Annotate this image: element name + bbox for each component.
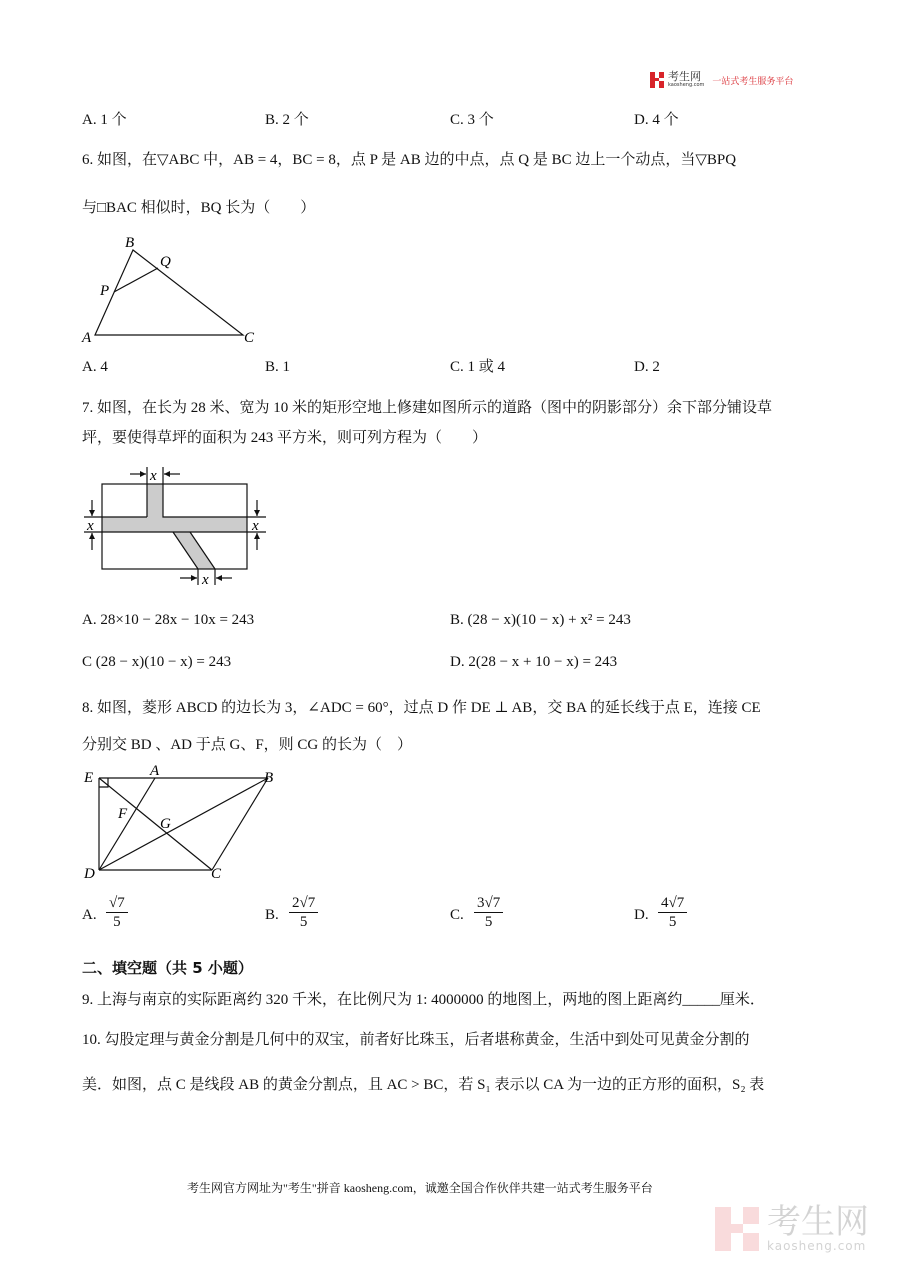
- label-D: D: [84, 866, 95, 882]
- q7-option-c: C (28 − x)(10 − x) = 243: [82, 654, 232, 670]
- q8-option-c-fraction: $\frac{3√7}{5}$: [474, 894, 503, 931]
- header-domain: kaosheng.com: [668, 82, 705, 88]
- q8-option-b-fraction: $\frac{2√7}{5}$: [289, 894, 318, 931]
- var-x-bottom: x: [202, 572, 209, 588]
- q6-option-b: B. 1: [265, 359, 291, 375]
- q8-option-c-label: C.: [450, 907, 464, 923]
- q8-option-b-label: B.: [265, 907, 279, 923]
- watermark-mark-icon: [715, 1207, 759, 1251]
- q6-stem-line1: 6. 如图，在▽ABC 中，AB = 4，BC = 8，点 P 是 AB 边的中点，点 Q 是 BC 边上一个动点，当▽BPQ: [82, 152, 737, 168]
- q7-option-a: A. 28×10 − 28x − 10x = 243: [82, 612, 255, 628]
- label-B: B: [264, 770, 274, 786]
- label-C: C: [244, 330, 255, 346]
- q8-option-a-fraction: $\frac{√7}{5}$: [106, 894, 128, 931]
- label-B: B: [125, 235, 135, 251]
- q6-option-d: D. 2: [634, 359, 660, 375]
- label-P: P: [100, 283, 110, 299]
- label-A: A: [150, 763, 160, 779]
- header-brand: 考生网: [668, 70, 701, 83]
- q6-option-a: A. 4: [82, 359, 108, 375]
- q6-option-c: C. 1 或 4: [450, 359, 506, 375]
- watermark-brand: 考生网: [767, 1202, 869, 1242]
- label-Q: Q: [160, 254, 171, 270]
- label-A: A: [82, 330, 92, 346]
- var-x-right: x: [252, 518, 259, 534]
- q8-option-d-fraction: $\frac{4√7}{5}$: [658, 894, 687, 931]
- q10-stem-line1: 10. 勾股定理与黄金分割是几何中的双宝，前者好比珠玉，后者堪称黄金，生活中到处可见黄金分割的: [82, 1032, 750, 1048]
- var-x-top: x: [150, 468, 157, 484]
- q7-stem-line2: 坪，要使得草坪的面积为 243 平方米，则可列方程为（ ）: [82, 430, 488, 446]
- q8-stem-line1: 8. 如图，菱形 ABCD 的边长为 3，∠ADC = 60°，过点 D 作 DE ⊥ AB，交 BA 的延长线于点 E，连接 CE: [82, 700, 761, 716]
- q10-stem-line2: 美．如图，点 C 是线段 AB 的黄金分割点，且 AC > BC，若 S₁ 表示以 CA 为一边的正方形的面积，S₂ 表: [82, 1077, 765, 1093]
- header-slogan: 一站式考生服务平台: [712, 76, 794, 87]
- q5-option-b: B. 2 个: [265, 112, 309, 128]
- q5-option-a: A. 1 个: [82, 112, 127, 128]
- label-E: E: [84, 770, 94, 786]
- var-x-left: x: [87, 518, 94, 534]
- footer-text: 考生网官方网址为"考生"拼音 kaosheng.com，诚邀全国合作伙伴共建一站式考生服务平台: [187, 1181, 653, 1195]
- label-C: C: [211, 866, 222, 882]
- q7-option-b: B. (28 − x)(10 − x) + x² = 243: [450, 612, 631, 628]
- label-G: G: [160, 816, 171, 832]
- watermark-logo: [715, 1202, 869, 1253]
- q9-stem: 9. 上海与南京的实际距离约 320 千米，在比例尺为 1: 4000000 的地图上，两地的图上距离约_____厘米．: [82, 992, 765, 1008]
- q6-stem-line2: 与□BAC 相似时，BQ 长为（ ）: [82, 200, 316, 216]
- q8-option-d-label: D.: [634, 907, 649, 923]
- q8-option-a-label: A.: [82, 907, 97, 923]
- section-heading: 二、填空题（共 5 小题）: [82, 959, 253, 977]
- q8-stem-line2: 分别交 BD 、AD 于点 G、F，则 CG 的长为（ ）: [82, 737, 413, 753]
- q5-option-d: D. 4 个: [634, 112, 679, 128]
- q7-option-d: D. 2(28 − x + 10 − x) = 243: [450, 654, 618, 670]
- watermark-domain: kaosheng.com: [767, 1239, 867, 1253]
- label-F: F: [118, 806, 128, 822]
- q5-option-c: C. 3 个: [450, 112, 494, 128]
- q7-stem-line1: 7. 如图，在长为 28 米、宽为 10 米的矩形空地上修建如图所示的道路（图中的阴影部分）余下部分铺设草: [82, 400, 773, 416]
